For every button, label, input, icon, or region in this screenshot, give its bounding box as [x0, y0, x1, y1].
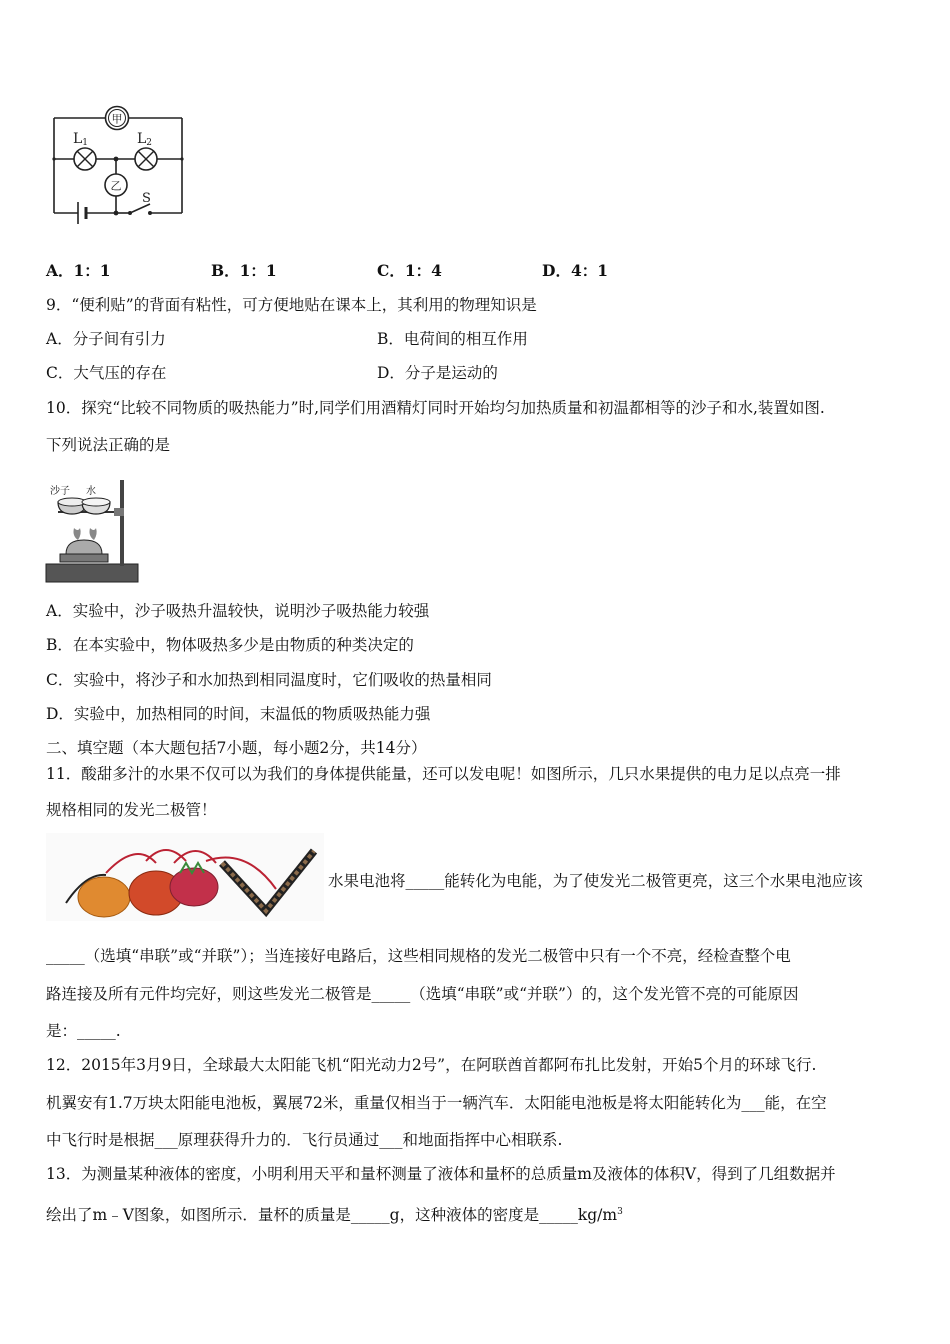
q10-option-d: D．实验中，加热相同的时间，末温低的物质吸热能力强 [46, 705, 431, 723]
q13-line1: 13．为测量某种液体的密度，小明利用天平和量杯测量了液体和量杯的总质量m及液体的体积V，得到了几组数据并 [46, 1165, 836, 1183]
svg-text:水: 水 [86, 486, 96, 497]
q12-line3: 中飞行时是根据___原理获得升力的．飞行员通过___和地面指挥中心相联系. [46, 1131, 563, 1149]
q13-line2-superscript: 3 [617, 1207, 623, 1217]
q10-option-b: B．在本实验中，物体吸热多少是由物质的种类决定的 [46, 636, 414, 654]
q8-option-c: C．1：4 [377, 261, 442, 280]
q12-line2: 机翼安有1.7万块太阳能电池板，翼展72米，重量仅相当于一辆汽车．太阳能电池板是将太阳能转化为___能，在空 [46, 1094, 827, 1112]
q10-option-a: A．实验中，沙子吸热升温较快，说明沙子吸热能力较强 [46, 602, 430, 620]
battery-symbol [78, 202, 86, 224]
meter-jia [106, 107, 129, 130]
circuit-diagram [46, 98, 191, 226]
heating-apparatus-figure [44, 476, 142, 586]
q11-line6: 是：_____. [46, 1022, 121, 1040]
lamp2-label: L2 [137, 131, 153, 148]
q9-option-c: C．大气压的存在 [46, 364, 167, 382]
lamp-l1 [74, 148, 96, 170]
q11-line5: 路连接及所有元件均完好，则这些发光二极管是_____（选填“串联”或“并联”）的，这个发光管不亮的可能原因 [46, 985, 799, 1003]
q13-line2-text: 绘出了m﹣V图象，如图所示．量杯的质量是_____g，这种液体的密度是_____kg/m [46, 1206, 618, 1225]
q10-option-c: C．实验中，将沙子和水加热到相同温度时，它们吸收的热量相同 [46, 671, 492, 689]
svg-text:沙子: 沙子 [50, 486, 70, 497]
q11-line2: 规格相同的发光二极管！ [46, 801, 217, 819]
q10-stem-line2: 下列说法正确的是 [46, 436, 171, 454]
q9-option-b: B．电荷间的相互作用 [377, 330, 528, 348]
q11-line4: _____（选填“串联”或“并联”）；当连接好电路后，这些相同规格的发光二极管中只有一个不亮，经检查整个电 [46, 947, 791, 965]
q9-stem: 9．“便利贴”的背面有粘性，可方便地贴在课本上，其利用的物理知识是 [46, 296, 537, 314]
fruit-battery-figure [46, 833, 324, 921]
q8-option-d: D．4：1 [542, 261, 609, 280]
svg-text:甲: 甲 [111, 112, 123, 126]
q10-stem-line1: 10．探究“比较不同物质的吸热能力”时,同学们用酒精灯同时开始均匀加热质量和初温都相等的沙子和水,装置如图. [46, 399, 825, 417]
switch-label: S [142, 191, 151, 206]
section-2-heading: 二、填空题（本大题包括7小题，每小题2分，共14分） [46, 739, 427, 757]
svg-text:乙: 乙 [110, 179, 122, 193]
lamp-l2 [135, 148, 157, 170]
meter-yi [105, 174, 127, 196]
q11-line3: 水果电池将_____能转化为电能，为了使发光二极管更亮，这三个水果电池应该 [328, 872, 863, 890]
q13-line2 [46, 1202, 623, 1225]
q8-option-b: B．1：1 [211, 261, 277, 280]
q9-option-d: D．分子是运动的 [377, 364, 498, 382]
q8-option-a: A．1：1 [46, 261, 111, 280]
q12-line1: 12．2015年3月9日，全球最大太阳能飞机“阳光动力2号”，在阿联酋首都阿布扎比发射，开始5个月的环球飞行. [46, 1056, 817, 1074]
q9-option-a: A．分子间有引力 [46, 330, 166, 348]
q11-line1: 11．酸甜多汁的水果不仅可以为我们的身体提供能量，还可以发电呢！如图所示，几只水果提供的电力足以点亮一排 [46, 765, 841, 783]
lamp1-label: L1 [73, 131, 89, 148]
